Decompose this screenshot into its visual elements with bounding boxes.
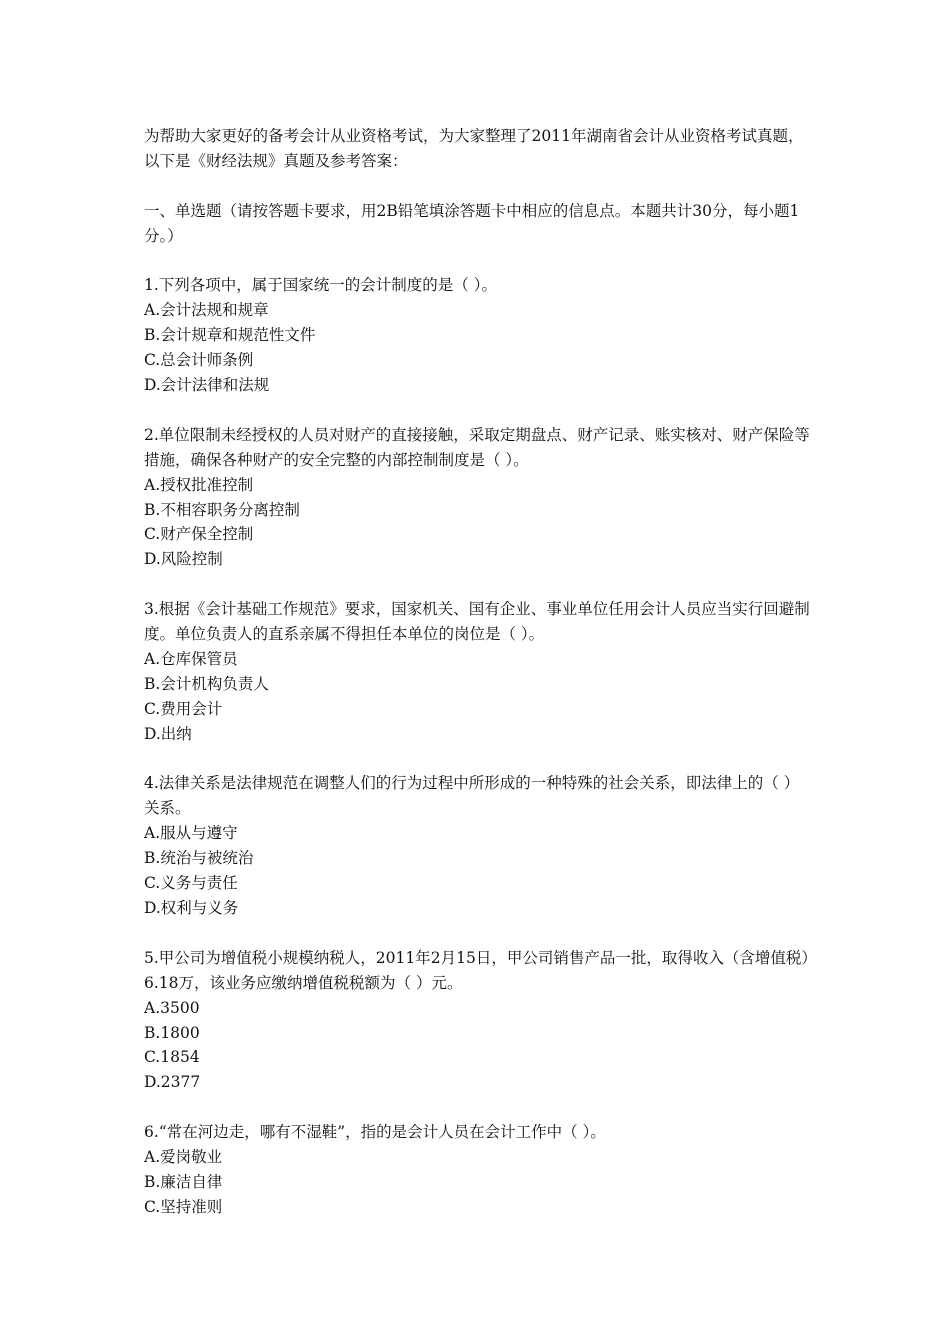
option-c: C.1854 — [144, 1048, 200, 1067]
spacer — [144, 249, 814, 274]
option-b: B.统治与被统治 — [144, 849, 254, 868]
question-1 — [144, 273, 814, 398]
question-3 — [144, 597, 814, 746]
spacer — [144, 1095, 814, 1120]
option-d: D.权利与义务 — [144, 899, 239, 918]
option-a: A.3500 — [144, 998, 200, 1017]
option-a: A.仓库保管员 — [144, 649, 238, 668]
question-stem: 3.根据《会计基础工作规范》要求，国家机关、国有企业、事业单位任用会计人员应当实行回避制度。单位负责人的直系亲属不得担任本单位的岗位是（ ）。 — [144, 600, 810, 644]
document-body — [144, 124, 814, 1220]
option-a: A.授权批准控制 — [144, 475, 254, 494]
option-d: D.风险控制 — [144, 550, 223, 569]
spacer — [144, 398, 814, 423]
option-c: C.义务与责任 — [144, 874, 238, 893]
question-stem: 2.单位限制未经授权的人员对财产的直接接触，采取定期盘点、财产记录、账实核对、财产保险等措施，确保各种财产的安全完整的内部控制制度是（ ）。 — [144, 425, 810, 469]
question-stem: 5.甲公司为增值税小规模纳税人，2011年2月15日，甲公司销售产品一批，取得收入（含增值税）6.18万，该业务应缴纳增值税税额为（ ）元。 — [144, 948, 810, 992]
option-b: B.1800 — [144, 1023, 200, 1042]
option-b: B.不相容职务分离控制 — [144, 500, 300, 519]
spacer — [144, 921, 814, 946]
question-stem: 6.“常在河边走，哪有不湿鞋”，指的是会计人员在会计工作中（ ）。 — [144, 1123, 606, 1142]
question-2 — [144, 423, 814, 572]
option-b: B.廉洁自律 — [144, 1172, 223, 1191]
spacer — [144, 747, 814, 772]
section-heading: 一、单选题（请按答题卡要求，用2B铅笔填涂答题卡中相应的信息点。本题共计30分，每小题1分。） — [144, 201, 800, 245]
question-5 — [144, 946, 814, 1095]
option-a: A.会计法规和规章 — [144, 301, 269, 320]
spacer — [144, 174, 814, 199]
question-6 — [144, 1120, 814, 1220]
question-4 — [144, 771, 814, 920]
option-c: C.坚持准则 — [144, 1197, 223, 1216]
option-b: B.会计机构负责人 — [144, 674, 269, 693]
option-b: B.会计规章和规范性文件 — [144, 326, 316, 345]
option-c: C.财产保全控制 — [144, 525, 254, 544]
option-d: D.2377 — [144, 1073, 201, 1092]
question-stem: 4.法律关系是法律规范在调整人们的行为过程中所形成的一种特殊的社会关系，即法律上的（ ）关系。 — [144, 774, 800, 818]
intro-paragraph: 为帮助大家更好的备考会计从业资格考试，为大家整理了2011年湖南省会计从业资格考试真题，以下是《财经法规》真题及参考答案： — [144, 127, 804, 170]
option-a: A.爱岗敬业 — [144, 1148, 223, 1167]
option-d: D.会计法律和法规 — [144, 376, 270, 395]
option-c: C.总会计师条例 — [144, 351, 254, 370]
option-a: A.服从与遵守 — [144, 824, 238, 843]
spacer — [144, 572, 814, 597]
question-stem: 1.下列各项中，属于国家统一的会计制度的是（ ）。 — [144, 276, 497, 295]
option-c: C.费用会计 — [144, 699, 223, 718]
option-d: D.出纳 — [144, 724, 192, 743]
